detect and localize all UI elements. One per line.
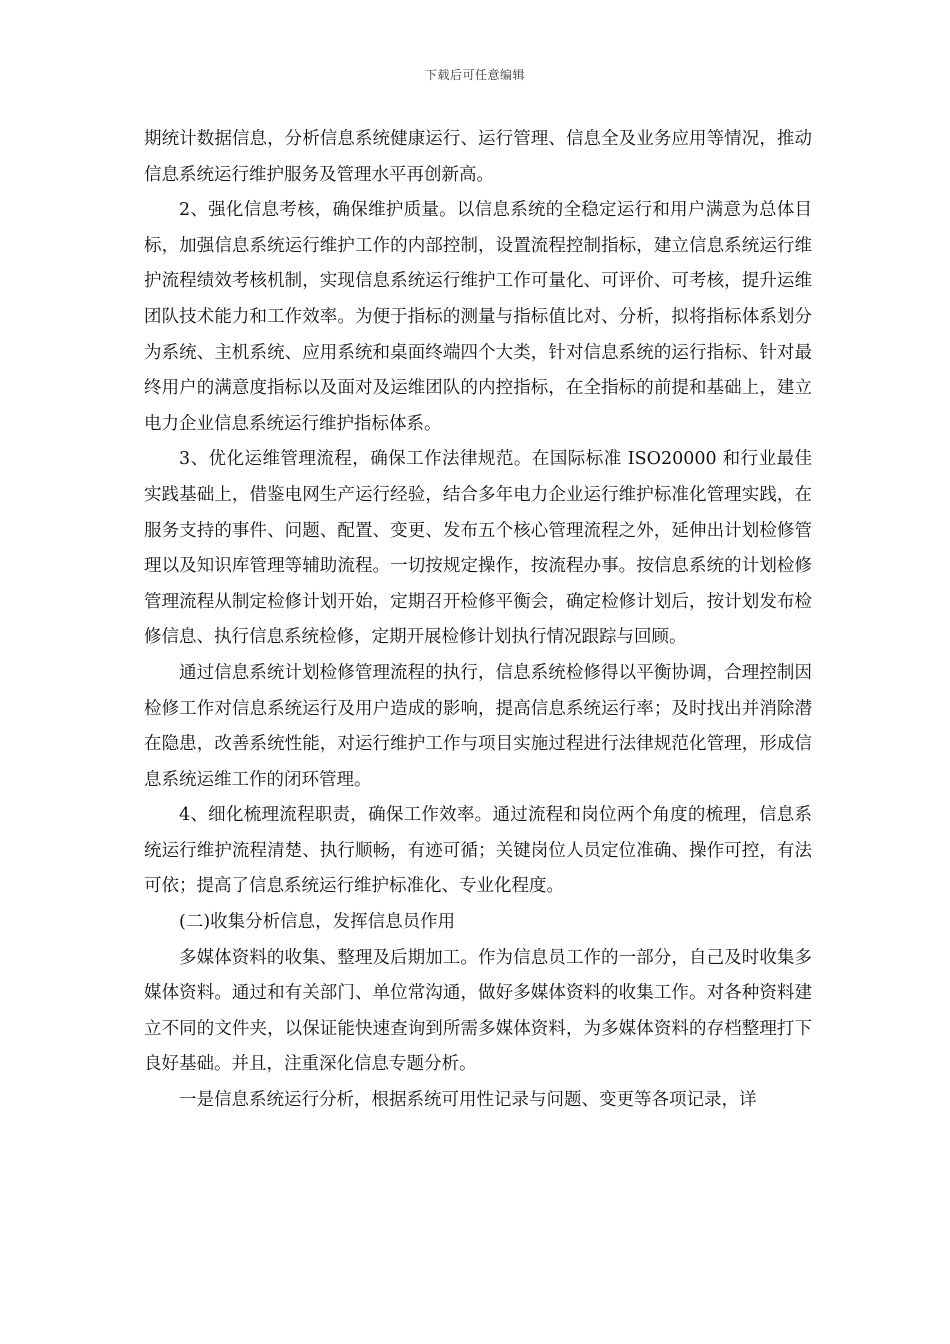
paragraph-3: 3、优化运维管理流程，确保工作法律规范。在国际标准 ISO20000 和行业最佳实践基础上，借鉴电网生产运行经验，结合多年电力企业运行维护标准化管理实践，在服务支持的事件、问题、配置、变更、发布五个核心管理流程之外，延伸出计划检修管理以及知识库管理等辅助流程。一切按规定操作，按流程办事。按信息系统的计划检修管理流程从制定检修计划开始，定期召开检修平衡会，确定检修计划后，按计划发布检修信息、执行信息系统检修，定期开展检修计划执行情况跟踪与回顾。	[144, 449, 812, 648]
section-heading: (二)收集分析信息，发挥信息员作用	[179, 912, 456, 933]
paragraph-6: 多媒体资料的收集、整理及后期加工。作为信息员工作的一部分，自己及时收集多媒体资料。通过和有关部门、单位常沟通，做好多媒体资料的收集工作。对各种资料建立不同的文件夹，以保证能快速查询到所需多媒体资料，为多媒体资料的存档整理打下良好基础。并且，注重深化信息专题分析。	[144, 947, 812, 1075]
paragraph-1: 期统计数据信息，分析信息系统健康运行、运行管理、信息全及业务应用等情况，推动信息系统运行维护服务及管理水平再创新高。	[144, 129, 812, 185]
paragraph-7: 一是信息系统运行分析，根据系统可用性记录与问题、变更等各项记录，详	[179, 1090, 757, 1111]
paragraph-5: 4、细化梳理流程职责，确保工作效率。通过流程和岗位两个角度的梳理，信息系统运行维护流程清楚、执行顺畅，有迹可循；关键岗位人员定位准确、操作可控，有法可依；提高了信息系统运行维护标准化、专业化程度。	[144, 805, 812, 897]
paragraph-4: 通过信息系统计划检修管理流程的执行，信息系统检修得以平衡协调，合理控制因检修工作对信息系统运行及用户造成的影响，提高信息系统运行率；及时找出并消除潜在隐患，改善系统性能，对运行维护工作与项目实施过程进行法律规范化管理，形成信息系统运维工作的闭环管理。	[144, 662, 812, 790]
document-body	[144, 122, 812, 1119]
page-header: 下载后可任意编辑	[424, 68, 525, 82]
paragraph-2: 2、强化信息考核，确保维护质量。以信息系统的全稳定运行和用户满意为总体目标，加强信息系统运行维护工作的内部控制，设置流程控制指标，建立信息系统运行维护流程绩效考核机制，实现信息系统运行维护工作可量化、可评价、可考核，提升运维团队技术能力和工作效率。为便于指标的测量与指标值比对、分析，拟将指标体系划分为系统、主机系统、应用系统和桌面终端四个大类，针对信息系统的运行指标、针对最终用户的满意度指标以及面对及运维团队的内控指标，在全指标的前提和基础上，建立电力企业信息系统运行维护指标体系。	[144, 200, 812, 434]
